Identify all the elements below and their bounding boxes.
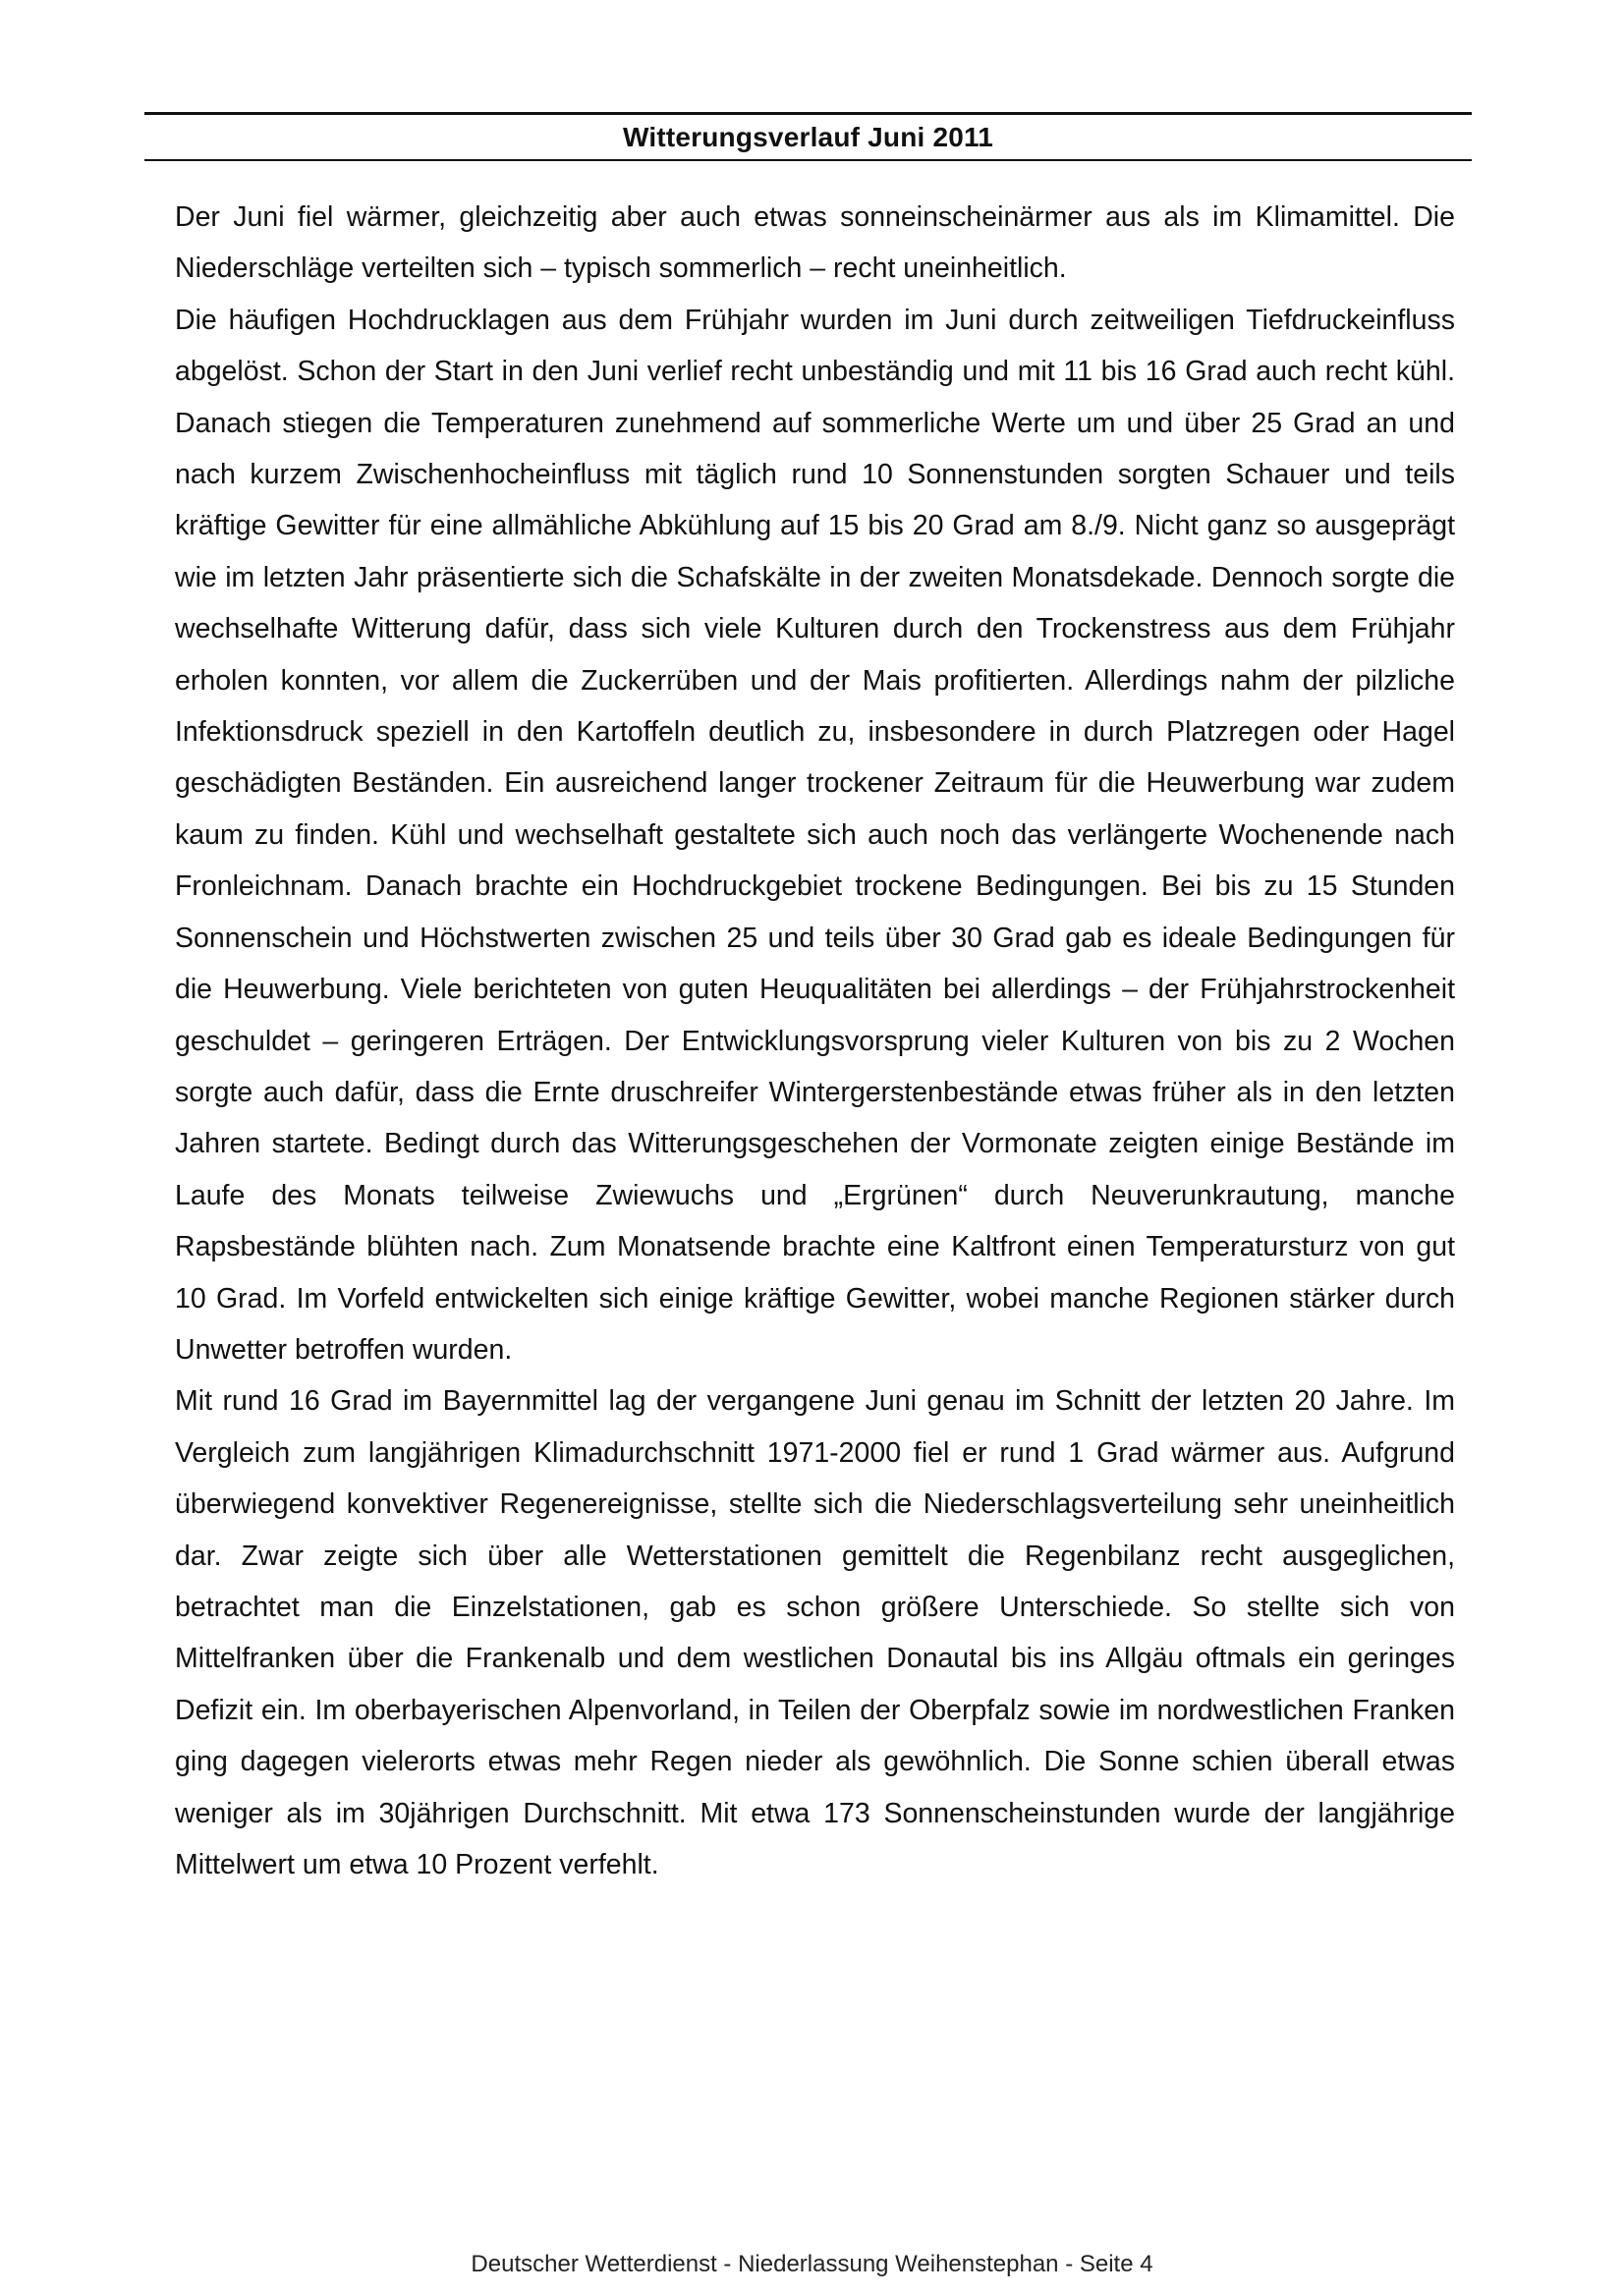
page-title: Witterungsverlauf Juni 2011	[622, 121, 994, 152]
paragraph-statistics: Mit rund 16 Grad im Bayernmittel lag der vergangene Juni genau im Schnitt der letzten 20 Jahre. Im Vergleich zum langjährigen Klimadurchschnitt 1971-2000 fiel er rund 1 Grad wärmer aus. Aufgrund überwiegend konvektiver Regenereignisse, stellte sich die Niederschlagsverteilung sehr uneinheitlich dar. Zwar zeigte sich über alle Wetterstationen gemittelt die Regenbilanz recht ausgeglichen, betrachtet man die Einzelstationen, gab es schon größere Unterschiede. So stellte sich von Mittelfranken über die Frankenalb und dem westlichen Donautal bis ins Allgäu oftmals ein geringes Defizit ein. Im oberbayerischen Alpenvorland, in Teilen der Oberpfalz sowie im nordwestlichen Franken ging dagegen vielerorts etwas mehr Regen nieder als gewöhnlich. Die Sonne schien überall etwas weniger als im 30jährigen Durchschnitt. Mit etwa 173 Sonnenscheinstunden wurde der langjährige Mittelwert um etwa 10 Prozent verfehlt.	[175, 1385, 1455, 1880]
title-block	[144, 112, 1472, 161]
paragraph-intro: Der Juni fiel wärmer, gleichzeitig aber auch etwas sonneinscheinärmer aus als im Klimamittel. Die Niederschläge verteilten sich – typisch sommerlich – recht uneinheitlich.	[175, 201, 1455, 285]
body-text	[175, 192, 1455, 1890]
paragraph-weather-course: Die häufigen Hochdrucklagen aus dem Frühjahr wurden im Juni durch zeitweiligen Tiefdruckeinfluss abgelöst. Schon der Start in den Juni verlief recht unbeständig und mit 11 bis 16 Grad auch recht kühl. Danach stiegen die Temperaturen zunehmend auf sommerliche Werte um und über 25 Grad an und nach kurzem Zwischenhocheinfluss mit täglich rund 10 Sonnenstunden sorgten Schauer und teils kräftige Gewitter für eine allmähliche Abkühlung auf 15 bis 20 Grad am 8./9. Nicht ganz so ausgeprägt wie im letzten Jahr präsentierte sich die Schafskälte in der zweiten Monatsdekade. Dennoch sorgte die wechselhafte Witterung dafür, dass sich viele Kulturen durch den Trockenstress aus dem Frühjahr erholen konnten, vor allem die Zuckerrüben und der Mais profitierten. Allerdings nahm der pilzliche Infektionsdruck speziell in den Kartoffeln deutlich zu, insbesondere in durch Platzregen oder Hagel geschädigten Beständen. Ein ausreichend langer trockener Zeitraum für die Heuwerbung war zudem kaum zu finden. Kühl und wechselhaft gestaltete sich auch noch das verlängerte Wochenende nach Fronleichnam. Danach brachte ein Hochdruckgebiet trockene Bedingungen. Bei bis zu 15 Stunden Sonnenschein und Höchstwerten zwischen 25 und teils über 30 Grad gab es ideale Bedingungen für die Heuwerbung. Viele berichteten von guten Heuqualitäten bei allerdings – der Frühjahrstrockenheit geschuldet – geringeren Erträgen. Der Entwicklungsvorsprung vieler Kulturen von bis zu 2 Wochen sorgte auch dafür, dass die Ernte druschreifer Wintergerstenbestände etwas früher als in den letzten Jahren startete. Bedingt durch das Witterungsgeschehen der Vormonate zeigten einige Bestände im Laufe des Monats teilweise Zwiewuchs und „Ergrünen“ durch Neuverunkrautung, manche Rapsbestände blühten nach. Zum Monatsende brachte eine Kaltfront einen Temperatursturz von gut 10 Grad. Im Vorfeld entwickelten sich einige kräftige Gewitter, wobei manche Regionen stärker durch Unwetter betroffen wurden.	[175, 304, 1455, 1366]
page-footer: Deutscher Wetterdienst - Niederlassung Weihenstephan - Seite 4	[471, 2251, 1153, 2277]
